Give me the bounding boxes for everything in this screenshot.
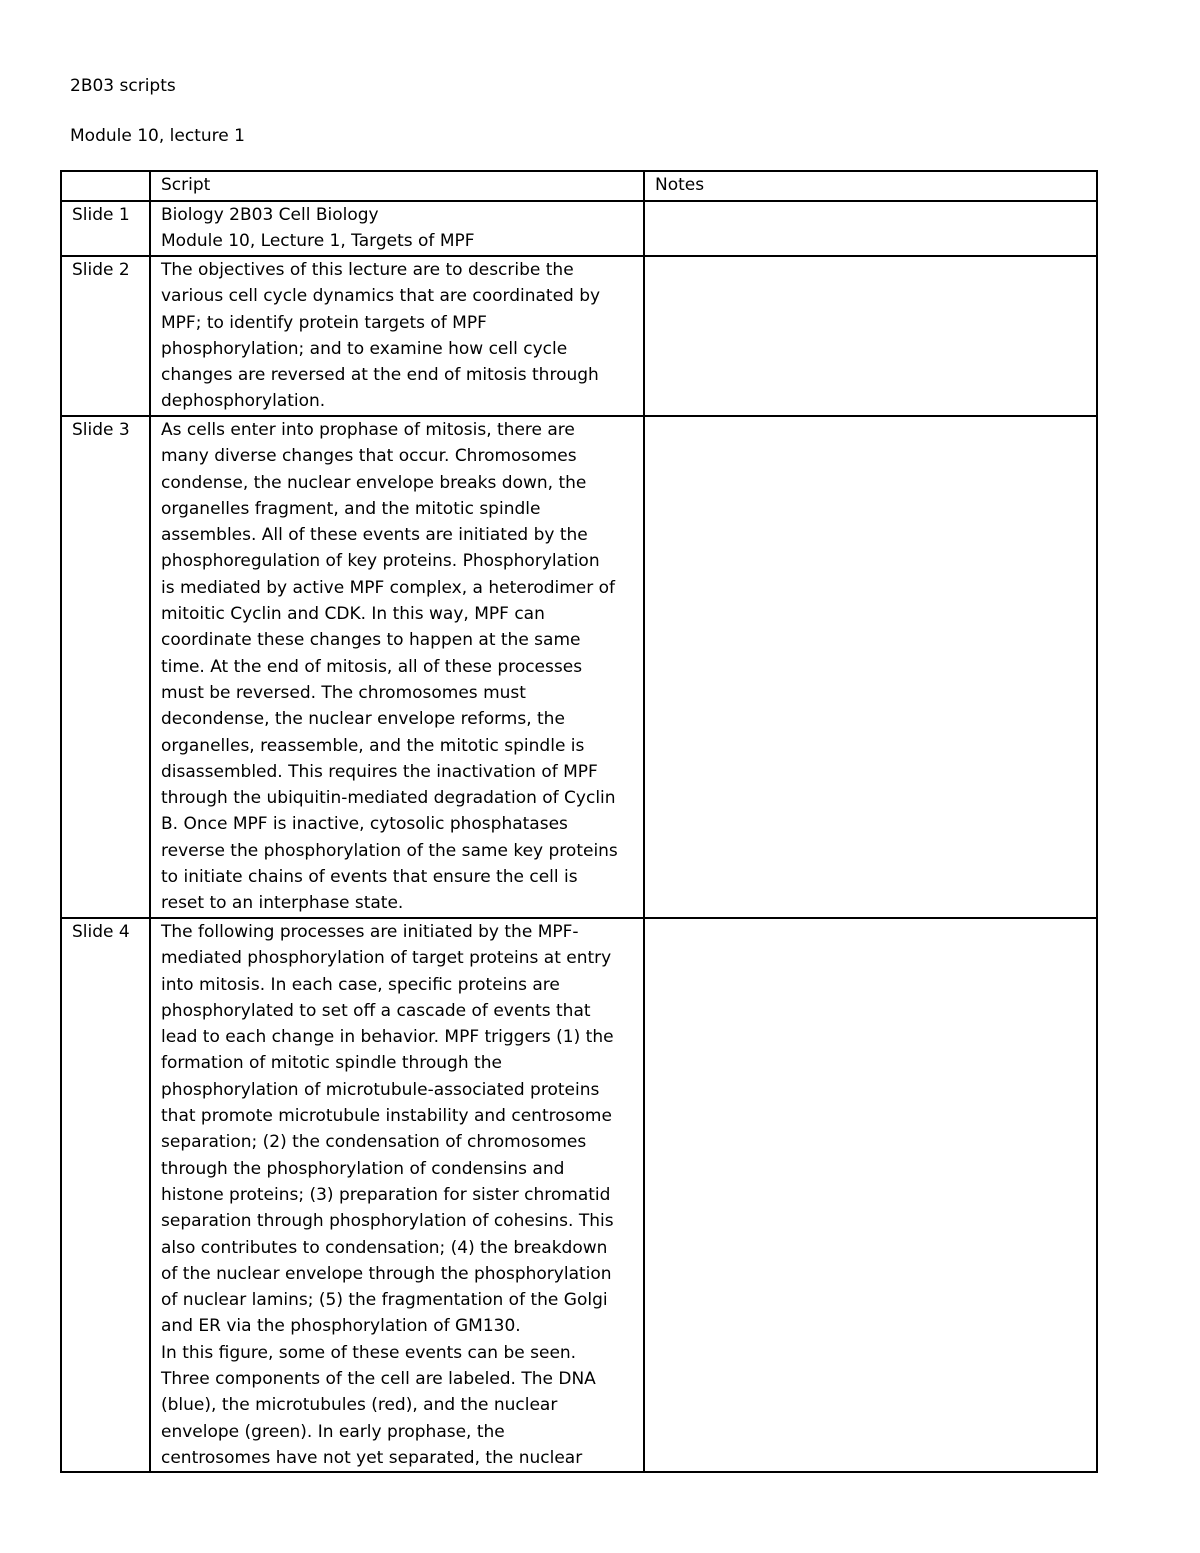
script-line: In this figure, some of these events can be seen. bbox=[161, 1342, 577, 1363]
script-line: phosphoregulation of key proteins. Phosphorylation bbox=[161, 551, 600, 572]
script-line: envelope (green). In early prophase, the bbox=[161, 1421, 505, 1442]
script-line: of the nuclear envelope through the phosphorylation bbox=[161, 1263, 612, 1284]
script-line: mitoitic Cyclin and CDK. In this way, MPF can bbox=[161, 604, 545, 625]
script-line: The objectives of this lecture are to describe the bbox=[161, 260, 574, 280]
notes-cell bbox=[644, 918, 1097, 1472]
script-line: into mitosis. In each case, specific proteins are bbox=[161, 974, 560, 995]
script-line: formation of mitotic spindle through the bbox=[161, 1053, 502, 1074]
slide-label-cell: Slide 1 bbox=[61, 201, 150, 256]
script-line: B. Once MPF is inactive, cytosolic phosphatases bbox=[161, 814, 568, 835]
notes-cell bbox=[644, 416, 1097, 918]
script-line: of nuclear lamins; (5) the fragmentation of the Golgi bbox=[161, 1290, 608, 1311]
script-line: centrosomes have not yet separated, the nuclear bbox=[161, 1447, 583, 1468]
script-cell bbox=[150, 256, 644, 416]
script-cell bbox=[150, 201, 644, 256]
script-line: assembles. All of these events are initiated by the bbox=[161, 525, 588, 546]
header-slide-cell bbox=[61, 171, 150, 201]
script-line: disassembled. This requires the inactivation of MPF bbox=[161, 761, 598, 782]
notes-cell bbox=[644, 256, 1097, 416]
script-line: phosphorylation of microtubule-associated proteins bbox=[161, 1079, 600, 1100]
table-row bbox=[61, 416, 1097, 918]
script-line: through the phosphorylation of condensins and bbox=[161, 1158, 565, 1179]
document-title: 2B03 scripts bbox=[70, 76, 176, 96]
header-script-cell: Script bbox=[150, 171, 644, 201]
script-line: also contributes to condensation; (4) the breakdown bbox=[161, 1237, 608, 1258]
script-line: reset to an interphase state. bbox=[161, 893, 404, 914]
script-line: As cells enter into prophase of mitosis, there are bbox=[161, 420, 575, 440]
table-row bbox=[61, 918, 1097, 1472]
script-line: separation through phosphorylation of cohesins. This bbox=[161, 1211, 614, 1232]
slide-label-cell: Slide 2 bbox=[61, 256, 150, 416]
document-subtitle: Module 10, lecture 1 bbox=[70, 126, 245, 146]
script-line: mediated phosphorylation of target proteins at entry bbox=[161, 948, 612, 969]
script-line: histone proteins; (3) preparation for sister chromatid bbox=[161, 1184, 611, 1205]
script-line: various cell cycle dynamics that are coordinated by bbox=[161, 286, 601, 307]
script-line: separation; (2) the condensation of chromosomes bbox=[161, 1132, 587, 1153]
table-header-row bbox=[61, 171, 1097, 201]
script-line: lead to each change in behavior. MPF triggers (1) the bbox=[161, 1027, 614, 1048]
table-row bbox=[61, 201, 1097, 256]
script-line: dephosphorylation. bbox=[161, 391, 326, 412]
slide-label-cell: Slide 4 bbox=[61, 918, 150, 1472]
script-line: to initiate chains of events that ensure the cell is bbox=[161, 867, 578, 888]
script-line: Biology 2B03 Cell Biology bbox=[161, 205, 379, 225]
header-notes-cell: Notes bbox=[644, 171, 1097, 201]
script-line: reverse the phosphorylation of the same key proteins bbox=[161, 840, 618, 861]
script-line: through the ubiquitin-mediated degradation of Cyclin bbox=[161, 788, 616, 809]
script-line: coordinate these changes to happen at the same bbox=[161, 630, 581, 651]
script-line: is mediated by active MPF complex, a heterodimer of bbox=[161, 577, 616, 598]
script-line: Module 10, Lecture 1, Targets of MPF bbox=[161, 231, 475, 252]
script-line: organelles, reassemble, and the mitotic spindle is bbox=[161, 735, 585, 756]
script-line: (blue), the microtubules (red), and the nuclear bbox=[161, 1395, 558, 1416]
script-line: decondense, the nuclear envelope reforms, the bbox=[161, 709, 565, 730]
script-line: The following processes are initiated by the MPF- bbox=[161, 922, 579, 942]
script-line: changes are reversed at the end of mitosis through bbox=[161, 365, 599, 386]
script-line: condense, the nuclear envelope breaks down, the bbox=[161, 472, 587, 493]
script-cell bbox=[150, 918, 644, 1472]
script-line: that promote microtubule instability and centrosome bbox=[161, 1106, 612, 1127]
script-line: MPF; to identify protein targets of MPF bbox=[161, 312, 487, 333]
table-row bbox=[61, 256, 1097, 416]
script-table bbox=[60, 170, 1098, 1473]
script-line: time. At the end of mitosis, all of these processes bbox=[161, 656, 583, 677]
notes-cell bbox=[644, 201, 1097, 256]
script-line: Three components of the cell are labeled. The DNA bbox=[161, 1369, 596, 1390]
script-line: organelles fragment, and the mitotic spindle bbox=[161, 498, 541, 519]
script-line: phosphorylation; and to examine how cell cycle bbox=[161, 338, 568, 359]
script-line: phosphorylated to set off a cascade of events that bbox=[161, 1000, 591, 1021]
script-line: must be reversed. The chromosomes must bbox=[161, 682, 526, 703]
script-cell bbox=[150, 416, 644, 918]
script-line: many diverse changes that occur. Chromosomes bbox=[161, 446, 577, 467]
script-line: and ER via the phosphorylation of GM130. bbox=[161, 1316, 521, 1337]
slide-label-cell: Slide 3 bbox=[61, 416, 150, 918]
